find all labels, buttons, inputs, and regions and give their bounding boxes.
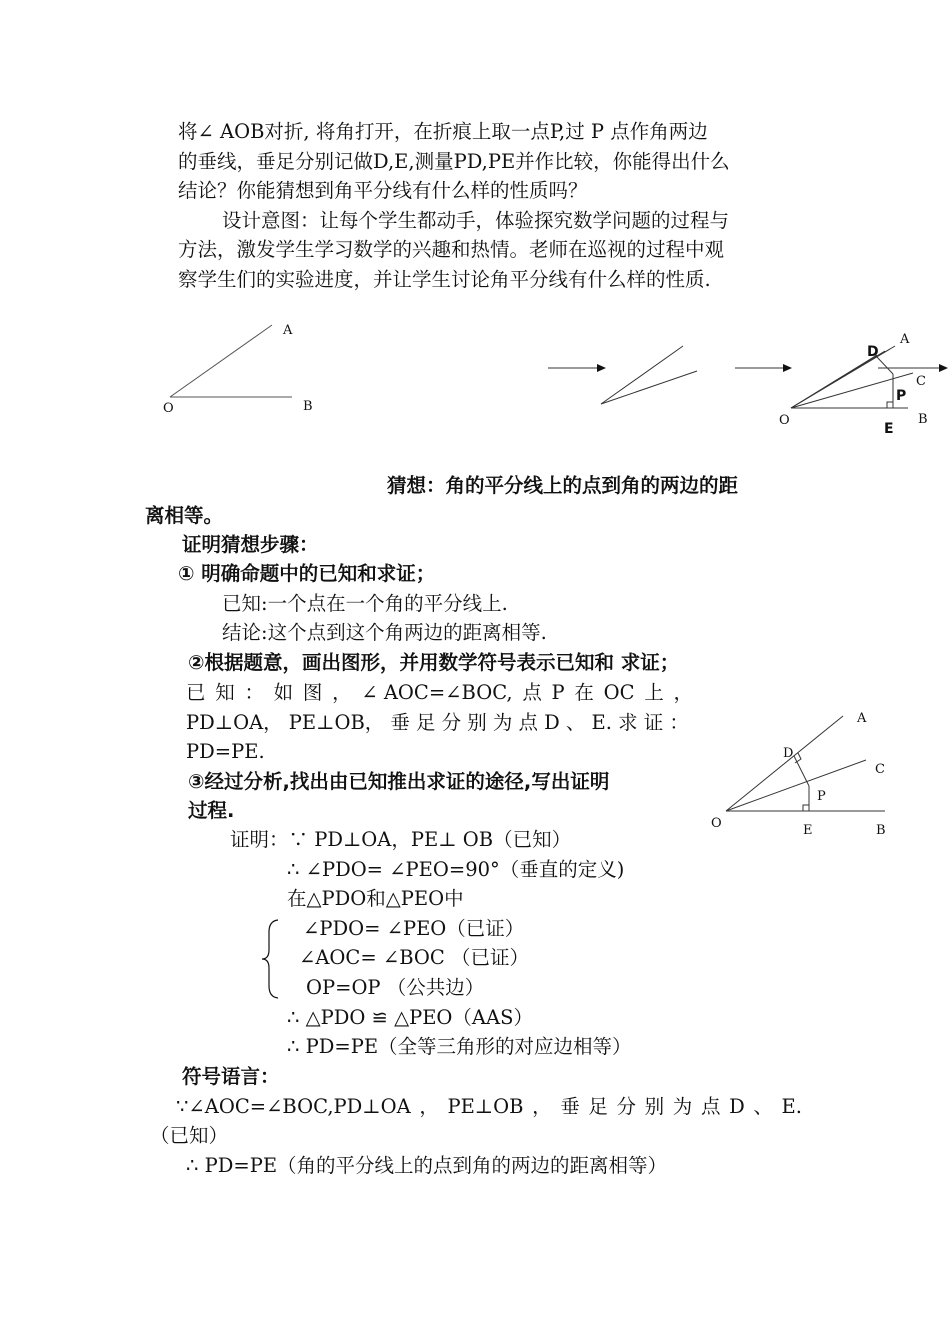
proof-line-1: 证明：∵ PD⊥OA，PE⊥ OB（已知） — [230, 828, 572, 851]
fig3-label-e: E — [884, 421, 894, 437]
step-3-line-2: 过程. — [188, 799, 235, 822]
steps-heading: 证明猜想步骤： — [182, 533, 319, 556]
fig3-label-c: C — [916, 374, 926, 389]
given2-line-3: PD=PE. — [186, 740, 265, 763]
symbolic-line-3: ∴ PD=PE（角的平分线上的点到角的两边的距离相等） — [186, 1154, 668, 1177]
fig4-label-d: D — [783, 746, 794, 761]
fig4-label-c: C — [875, 762, 885, 777]
brace-line-3: OP=OP （公共边） — [306, 976, 485, 999]
fig4-label-b: B — [876, 823, 886, 838]
step-1: ① 明确命题中的已知和求证； — [178, 562, 436, 585]
brace-line-1: ∠PDO= ∠PEO（已证） — [303, 917, 525, 940]
fig3-label-b: B — [918, 412, 928, 427]
fig1-label-o: O — [163, 401, 174, 416]
intro-line-3: 结论？你能猜想到角平分线有什么样的性质吗？ — [178, 179, 588, 202]
conjecture-line-2: 离相等。 — [145, 504, 224, 527]
given2-line-2: PD⊥OA， PE⊥OB， 垂 足 分 别 为 点 D 、 E. 求 证 ： — [186, 711, 689, 734]
proof-line-4: ∴ △PDO ≌ △PEO（AAS） — [287, 1006, 533, 1029]
fig3-label-d: D — [867, 344, 879, 360]
intro-line-2: 的垂线，垂足分别记做D,E,测量PD,PE并作比较，你能得出什么 — [178, 150, 730, 173]
fig4-label-e: E — [803, 823, 813, 838]
design-line-1: 设计意图：让每个学生都动手，体验探究数学问题的过程与 — [222, 209, 730, 232]
step-2: ②根据题意，画出图形，并用数学符号表示已知和 求证； — [188, 651, 680, 674]
given2-line-1: 已 知 ： 如 图 ， ∠ AOC=∠BOC, 点 P 在 OC 上 ， — [186, 681, 693, 704]
proof-line-3: 在△PDO和△PEO中 — [287, 887, 464, 910]
fig1-label-b: B — [303, 399, 313, 414]
proof-line-5: ∴ PD=PE（全等三角形的对应边相等） — [287, 1035, 632, 1058]
fig3-label-p: P — [896, 388, 907, 404]
fig3-label-a: A — [900, 332, 910, 347]
fig3-label-o: O — [779, 413, 790, 428]
intro-line-1: 将∠ AOB对折, 将角打开，在折痕上取一点P,过 P 点作角两边 — [178, 120, 708, 143]
given-statement: 已知:一个点在一个角的平分线上. — [222, 592, 508, 615]
fig4-label-a: A — [857, 711, 867, 726]
conjecture-line-1: 猜想：角的平分线上的点到角的两边的距 — [387, 474, 739, 497]
design-line-2: 方法，激发学生学习数学的兴趣和热情。老师在巡视的过程中观 — [178, 238, 725, 261]
fig4-label-o: O — [711, 816, 722, 831]
symbolic-heading: 符号语言： — [182, 1065, 280, 1088]
conclusion-statement: 结论:这个点到这个角两边的距离相等. — [222, 621, 547, 644]
brace-line-2: ∠AOC= ∠BOC （已证） — [299, 946, 530, 969]
symbolic-line-1: ∵∠AOC=∠BOC,PD⊥OA ， PE⊥OB ， 垂 足 分 别 为 点 D 、 E. — [176, 1095, 802, 1118]
curly-brace — [258, 918, 282, 1000]
design-line-3: 察学生们的实验进度，并让学生讨论角平分线有什么样的性质. — [178, 268, 711, 291]
fig4-label-p: P — [817, 789, 826, 804]
symbolic-line-2: （已知） — [150, 1124, 229, 1147]
step-3-line-1: ③经过分析,找出由已知推出求证的途径,写出证明 — [188, 770, 610, 793]
fig1-label-a: A — [283, 323, 293, 338]
proof-line-2: ∴ ∠PDO= ∠PEO=90°（垂直的定义) — [287, 858, 625, 881]
